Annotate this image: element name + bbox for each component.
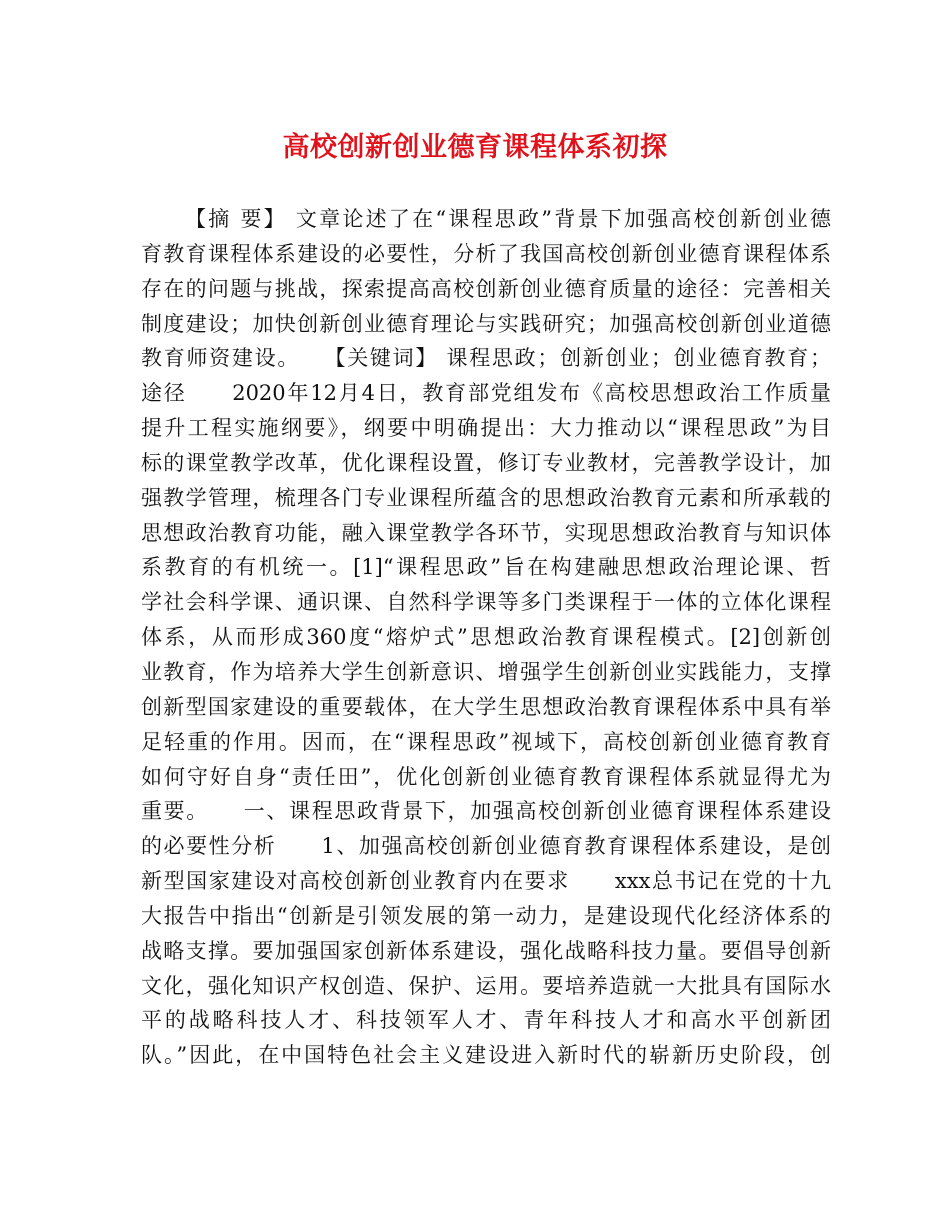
body-line: 新型国家建设对高校创新创业教育内在要求 xxx总书记在党的十九 xyxy=(141,869,831,894)
body-line: 平的战略科技人才、科技领军人才、青年科技人才和高水平创新团 xyxy=(141,1008,831,1033)
body-line: 育教育课程体系建设的必要性，分析了我国高校创新创业德育课程体系 xyxy=(141,241,831,266)
body-line: 业教育，作为培养大学生创新意识、增强学生创新创业实践能力，支撑 xyxy=(141,659,831,684)
body-line: 途径 2020年12月4日，教育部党组发布《高校思想政治工作质量 xyxy=(141,381,831,406)
body-line: 如何守好自身“责任田”，优化创新创业德育教育课程体系就显得尤为 xyxy=(141,764,831,789)
body-line: 系教育的有机统一。[1]“课程思政”旨在构建融思想政治理论课、哲 xyxy=(141,555,831,580)
body-line: 教育师资建设。 【关键词】 课程思政；创新创业；创业德育教育； xyxy=(141,346,831,371)
body-line: 足轻重的作用。因而，在“课程思政”视域下，高校创新创业德育教育 xyxy=(141,729,831,754)
document-title: 高校创新创业德育课程体系初探 xyxy=(282,132,668,163)
body-line: 队。”因此，在中国特色社会主义建设进入新时代的崭新历史阶段，创 xyxy=(141,1043,831,1068)
body-line: 创新型国家建设的重要载体，在大学生思想政治教育课程体系中具有举 xyxy=(141,694,831,719)
body-line: 体系，从而形成360度“熔炉式”思想政治教育课程模式。[2]创新创 xyxy=(141,625,831,650)
body-line: 思想政治教育功能，融入课堂教学各环节，实现思想政治教育与知识体 xyxy=(141,520,831,545)
body-line: 制度建设；加快创新创业德育理论与实践研究；加强高校创新创业道德 xyxy=(141,311,831,336)
body-line: 强教学管理，梳理各门专业课程所蕴含的思想政治教育元素和所承载的 xyxy=(141,485,831,510)
body-line: 战略支撑。要加强国家创新体系建设，强化战略科技力量。要倡导创新 xyxy=(141,938,831,963)
body-line: 标的课堂教学改革，优化课程设置，修订专业教材，完善教学设计，加 xyxy=(141,450,831,475)
body-line: 提升工程实施纲要》，纲要中明确提出：大力推动以“课程思政”为目 xyxy=(141,416,831,441)
body-line: 学社会科学课、通识课、自然科学课等多门类课程于一体的立体化课程 xyxy=(141,590,831,615)
body-line: 重要。 一、课程思政背景下，加强高校创新创业德育课程体系建设 xyxy=(141,799,831,824)
body-line: 大报告中指出“创新是引领发展的第一动力，是建设现代化经济体系的 xyxy=(141,903,831,928)
body-line: 存在的问题与挑战，探索提高高校创新创业德育质量的途径：完善相关 xyxy=(141,276,831,301)
document-body xyxy=(141,202,831,1073)
body-line: 的必要性分析 1、加强高校创新创业德育教育课程体系建设，是创 xyxy=(141,834,831,859)
body-line: 【摘 要】 文章论述了在“课程思政”背景下加强高校创新创业德 xyxy=(185,207,831,231)
body-line: 文化，强化知识产权创造、保护、运用。要培养造就一大批具有国际水 xyxy=(141,973,831,998)
